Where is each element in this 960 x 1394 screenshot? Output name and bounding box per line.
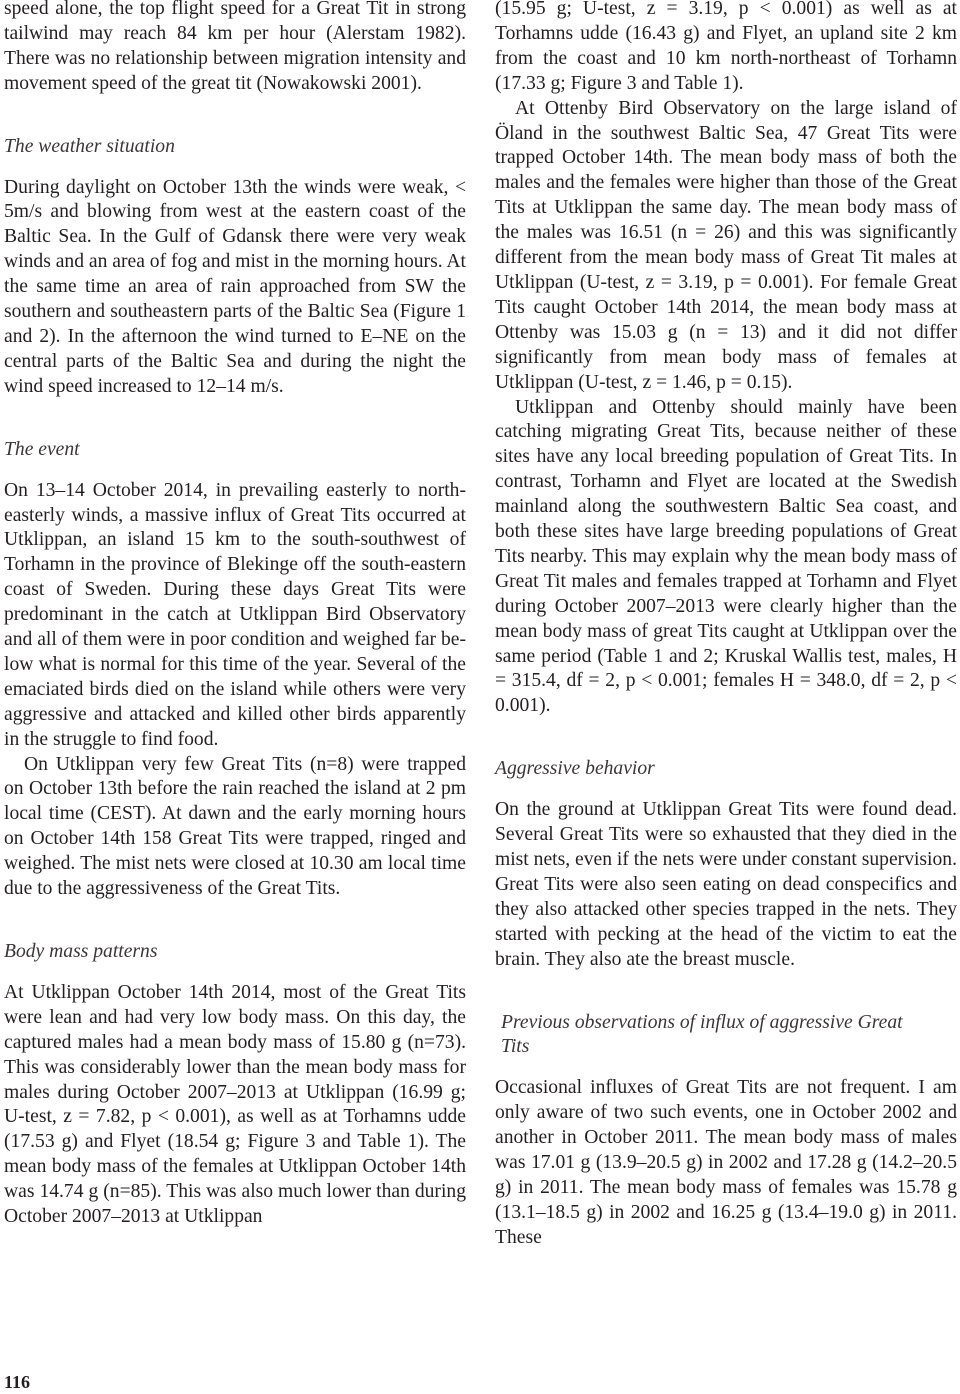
heading-the-event: The event <box>4 438 80 460</box>
intro-paragraph: speed alone, the top flight speed for a Great Tit in strong tailwind may reach 84 km per hour (Alerstam 1982). There was no relationship between migration intensity and movement speed of the great tit (Nowakowski 2001). <box>4 0 466 94</box>
right-column <box>495 0 957 1251</box>
aggressive-paragraph: On the ground at Utklippan Great Tits were found dead. Several Great Tits were so exhausted that they died in the mist nets, even if the nets were under constant supervision. Great Tits were also seen eating on dead conspecifics and they also attacked other species trapped in the nets. They started with pecking at the head of the victim to eat the brain. They also ate the breast muscle. <box>495 799 957 970</box>
previous-paragraph: Occasional influxes of Great Tits are not frequent. I am only aware of two such events, one in October 2002 and another in October 2011. The mean body mass of males was 17.01 g (13.9–20.5 g) in 2002 and 17.28 g (14.2–20.5 g) in 2011. The mean body mass of females was 15.78 g (13.1–18.5 g) in 2002 and 16.25 g (13.4–19.0 g) in 2011. These <box>495 1077 957 1248</box>
heading-weather-situation: The weather situation <box>4 135 175 157</box>
event-paragraph-1: On 13–14 October 2014, in prevailing easterly to north-easterly winds, a massive influx of Great Tits occurred at Utklippan, an island 15 km to the south-southwest of Torhamn in the province of Blekinge off the south-eastern coast of Sweden. During these days Great Tits were predominant in the catch at Utklippan Bird Observatory and all of them were in poor condition and weighed far below what is normal for this time of the year. Several of the emaciated birds died on the island while others were very aggressive and attacked and killed other birds apparently in the struggle to find food. <box>4 479 466 750</box>
event-paragraph-2: On Utklippan very few Great Tits (n=8) were trapped on October 13th before the rain reached the island at 2 pm local time (CEST). At dawn and the early morning hours on October 14th 158 Great Tits were trapped, ringed and weighed. The mist nets were closed at 10.30 am local time due to the aggressiveness of the Great Tits. <box>4 753 466 900</box>
continuation-paragraph: (15.95 g; U-test, z = 3.19, p < 0.001) as well as at Torhamns udde (16.43 g) and Flyet, an upland site 2 km from the coast and 10 km north-northeast of Torhamn (17.33 g; Figure 3 and Table 1). <box>495 0 957 94</box>
page-number: 116 <box>4 1372 31 1392</box>
heading-previous-observations: Previous observations of influx of aggressive Great Tits <box>501 1011 903 1058</box>
heading-aggressive-behavior: Aggressive behavior <box>495 758 655 780</box>
weather-paragraph: During daylight on October 13th the winds were weak, < 5m/s and blowing from west at the eastern coast of the Baltic Sea. In the Gulf of Gdansk there were very weak winds and an area of fog and mist in the morning hours. At the same time an area of rain approached from SW the southern and southeastern parts of the Baltic Sea (Figure 1 and 2). In the afternoon the wind turned to E–NE on the central parts of the Baltic Sea and during the night the wind speed increased to 12–14 m/s. <box>4 176 467 397</box>
left-column <box>4 0 466 1230</box>
body-mass-paragraph: At Utklippan October 14th 2014, most of the Great Tits were lean and had very low body mass. On this day, the captured males had a mean body mass of 15.80 g (n=73). This was considerably lower than the mean body mass for males during October 2007–2013 at Utklippan (16.99 g; U-test, z = 7.82, p < 0.001), as well as at Torhamns udde (17.53 g) and Flyet (18.54 g; Figure 3 and Table 1). The mean body mass of the females at Utklippan October 14th was 14.74 g (n=85). This was also much lower than during October 2007–2013 at Utklippan <box>4 981 466 1228</box>
heading-body-mass-patterns: Body mass patterns <box>4 941 158 962</box>
comparison-paragraph: Utklippan and Ottenby should mainly have been catching migrating Great Tits, because neither of these sites have any local breeding population of Great Tits. In contrast, Torhamn and Flyet are located at the Swedish mainland along the southwestern Baltic Sea coast, and both these sites have large breeding populations of Great Tits nearby. This may explain why the mean body mass of Great Tit males and females trapped at Torhamn and Flyet during October 2007–2013 were clearly higher than the mean body mass of great Tits caught at Utklippan over the same period (Table 1 and 2; Kruskal Wallis test, males, H = 315.4, df = 2, p < 0.001; females H = 348.0, df = 2, p < 0.001). <box>495 396 957 717</box>
ottenby-paragraph: At Ottenby Bird Observatory on the large island of Öland in the southwest Baltic Sea, 47 Great Tits were trapped October 14th. The mean body mass of both the males and the females were higher than those of the Great Tits at Utklippan the same day. The mean body mass of the males was 16.51 (n = 26) and this was significantly different from the mean body mass of Great Tit males at Utklippan (U-test, z = 3.19, p = 0.001). For female Great Tits caught October 14th 2014, the mean body mass at Ottenby was 15.03 g (n = 13) and it did not differ significantly from mean body mass of females at Utklippan (U-test, z = 1.46, p = 0.15). <box>495 97 957 393</box>
